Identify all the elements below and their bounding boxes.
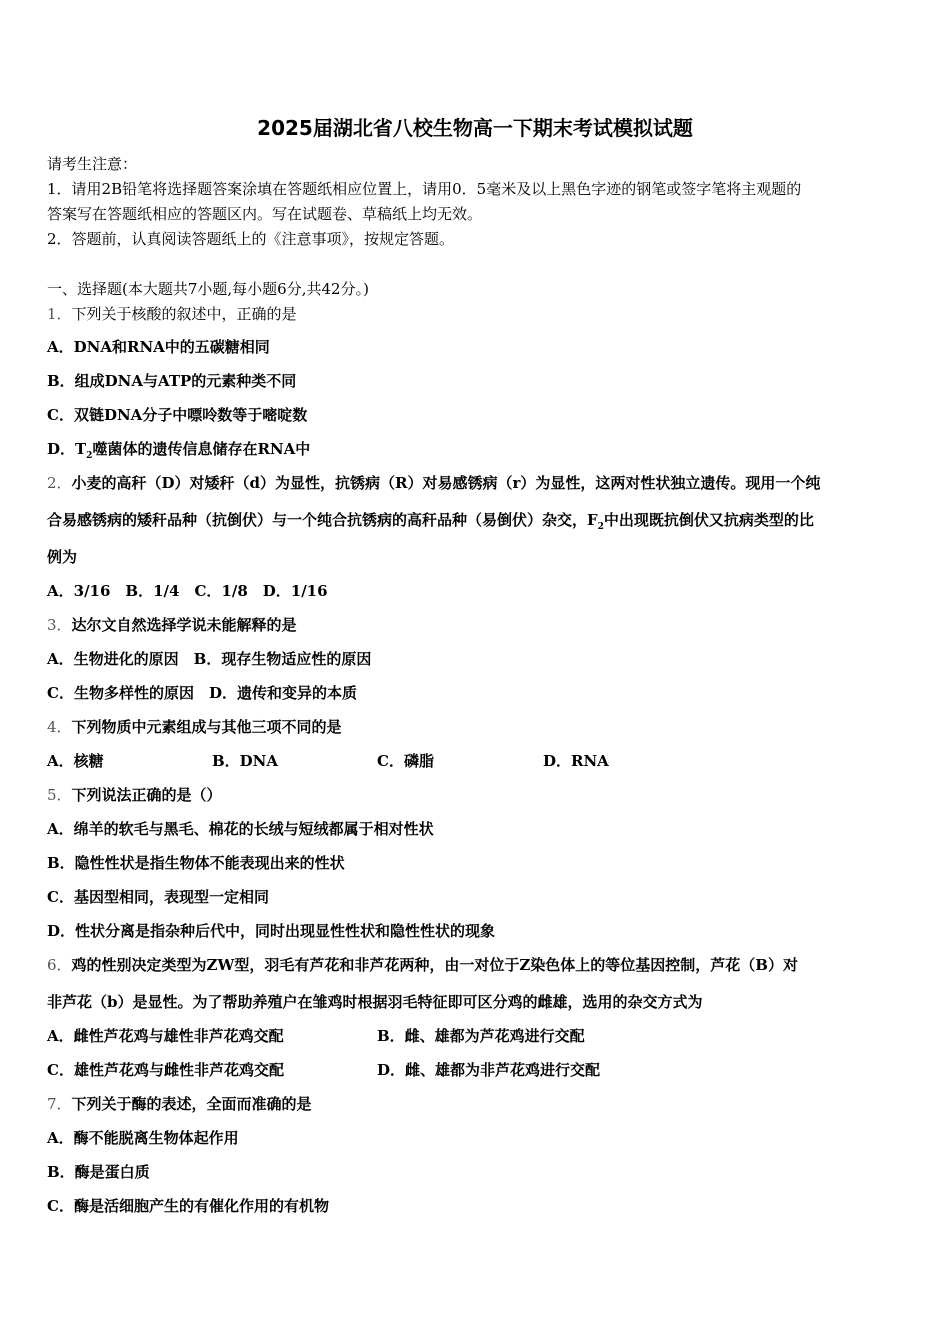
option-1d-prefix: D．T <box>47 440 87 458</box>
section-heading: 一、选择题(本大题共7小题,每小题6分,共42分。) <box>47 280 369 298</box>
option-5d: D．性状分离是指杂种后代中，同时出现显性性状和隐性性状的现象 <box>47 922 496 940</box>
question-text: 下列关于核酸的叙述中，正确的是 <box>71 305 297 323</box>
option-6c: C．雄性芦花鸡与雌性非芦花鸡交配 <box>47 1061 284 1079</box>
option-4b: B．DNA <box>212 752 279 770</box>
option-1b: B．组成DNA与ATP的元素种类不同 <box>47 372 297 390</box>
option-5b: B．隐性性状是指生物体不能表现出来的性状 <box>47 854 345 872</box>
question-4 <box>47 716 342 737</box>
subscript: 2 <box>597 522 604 532</box>
notice-item-2: 2．答题前，认真阅读答题纸上的《注意事项》，按规定答题。 <box>47 230 455 248</box>
option-4a: A．核糖 <box>47 752 104 770</box>
question-6-line-2: 非芦花（b）是显性。为了帮助养殖户在雏鸡时根据羽毛特征即可区分鸡的雌雄，选用的杂交方式为 <box>47 993 703 1011</box>
question-7 <box>47 1093 312 1114</box>
question-2-line-2 <box>47 509 814 532</box>
question-text: 小麦的高秆（D）对矮秆（d）为显性，抗锈病（R）对易感锈病（r）为显性，这两对性状独立遗传。现用一个纯 <box>71 474 821 492</box>
question-text: 达尔文自然选择学说未能解释的是 <box>71 616 297 634</box>
question-text: 下列物质中元素组成与其他三项不同的是 <box>71 718 342 736</box>
question-number: 2． <box>47 474 72 492</box>
options-2: A．3/16 B．1/4 C．1/8 D．1/16 <box>47 582 328 600</box>
question-number: 7． <box>47 1095 72 1113</box>
question-6-line-1 <box>47 954 798 975</box>
option-1d <box>47 438 310 461</box>
question-text: 合易感锈病的矮秆品种（抗倒伏）与一个纯合抗锈病的高秆品种（易倒伏）杂交，F <box>47 511 598 529</box>
options-3cd: C．生物多样性的原因 D．遗传和变异的本质 <box>47 684 357 702</box>
question-2-line-1 <box>47 472 820 493</box>
options-3ab: A．生物进化的原因 B．现存生物适应性的原因 <box>47 650 372 668</box>
question-number: 5． <box>47 786 72 804</box>
option-5a: A．绵羊的软毛与黑毛、棉花的长绒与短绒都属于相对性状 <box>47 820 434 838</box>
option-1a: A．DNA和RNA中的五碳糖相同 <box>47 338 270 356</box>
option-6d: D．雌、雄都为非芦花鸡进行交配 <box>377 1061 601 1079</box>
option-1c: C．双链DNA分子中嘌呤数等于嘧啶数 <box>47 406 308 424</box>
question-number: 6． <box>47 956 72 974</box>
option-6a: A．雌性芦花鸡与雄性非芦花鸡交配 <box>47 1027 284 1045</box>
option-7c: C．酶是活细胞产生的有催化作用的有机物 <box>47 1197 329 1215</box>
page-title: 2025届湖北省八校生物高一下期末考试模拟试题 <box>257 116 693 140</box>
option-1d-subscript: 2 <box>86 451 93 461</box>
question-text: 下列说法正确的是（） <box>71 786 222 804</box>
notice-item-1b: 答案写在答题纸相应的答题区内。写在试题卷、草稿纸上均无效。 <box>47 205 483 223</box>
question-number: 4． <box>47 718 72 736</box>
option-5c: C．基因型相同，表现型一定相同 <box>47 888 269 906</box>
question-number: 1． <box>47 305 72 323</box>
notice-item-1a: 1．请用2B铅笔将选择题答案涂填在答题纸相应位置上，请用0．5毫米及以上黑色字迹的钢笔或签字笔将主观题的 <box>47 180 802 198</box>
question-text: 中出现既抗倒伏又抗病类型的比 <box>603 511 814 529</box>
question-3 <box>47 614 297 635</box>
question-5 <box>47 784 222 805</box>
option-7b: B．酶是蛋白质 <box>47 1163 150 1181</box>
option-1d-text: 噬菌体的遗传信息储存在RNA中 <box>92 440 311 458</box>
option-6b: B．雌、雄都为芦花鸡进行交配 <box>377 1027 585 1045</box>
question-2-line-3: 例为 <box>47 548 78 566</box>
option-4c: C．磷脂 <box>377 752 434 770</box>
question-1 <box>47 303 297 324</box>
question-text: 下列关于酶的表述，全面而准确的是 <box>71 1095 312 1113</box>
notice-heading: 请考生注意： <box>47 155 138 173</box>
option-4d: D．RNA <box>543 752 609 770</box>
question-number: 3． <box>47 616 72 634</box>
question-text: 鸡的性别决定类型为ZW型，羽毛有芦花和非芦花两种，由一对位于Z染色体上的等位基因控制，芦花（B）对 <box>71 956 798 974</box>
option-7a: A．酶不能脱离生物体起作用 <box>47 1129 239 1147</box>
